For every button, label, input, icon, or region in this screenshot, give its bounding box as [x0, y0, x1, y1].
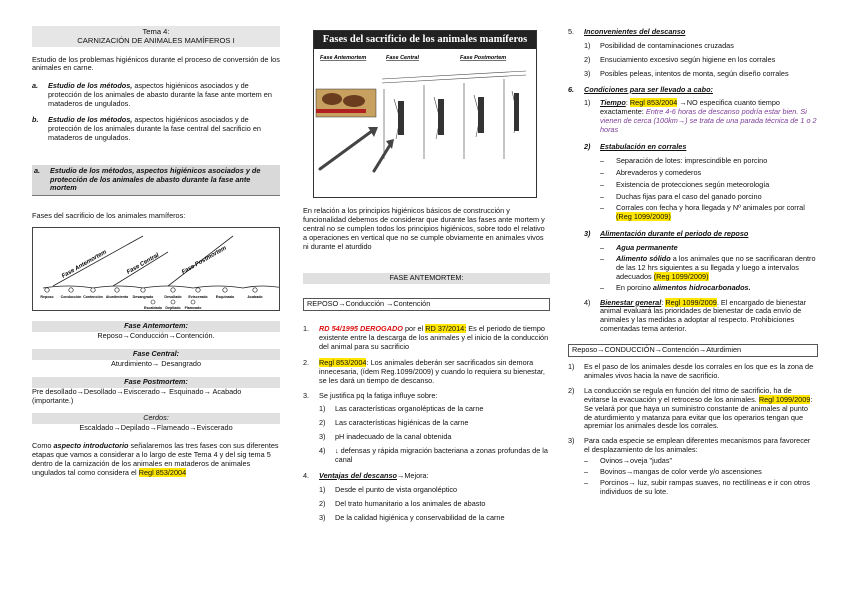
fatiga-subitem: 3) pH inadecuado de la canal obtenida: [319, 432, 452, 442]
estabulacion-item: – Existencia de protecciones según meteorología: [600, 179, 770, 189]
antemortem-item-1: 1. RD 54/1995 DEROGADO por el RD 37/2014: Es el periodo de tiempo existente entre la descarga de los animales y el inicio de la conducción del animal para su sacrificio: [303, 324, 549, 352]
inconveniente-item: 3) Posibles peleas, intentos de monta, según diseño corrales: [584, 68, 789, 78]
intro-aspect-paragraph: Como aspecto introductorio señalaremos las tres fases con sus diferentes etapas que vamos a considerar a lo largo de este Tema 4 y del sig tema 5 dentro de la carnización de los animales en mataderos de animales ungulados tal como considera el Regl 853/2004: [32, 441, 279, 477]
alimentacion-item: – Alimento sólido a los animales que no se sacrificaran dentro de las 12 hrs siguientes a su llegada y luego a intervalos adecuados (Reg 1099/2009): [600, 254, 816, 281]
diagram-leaf-label: Acabado: [247, 295, 263, 300]
diagram-subleaf-node: [171, 300, 175, 304]
diagram-leaf-node: [45, 288, 49, 292]
phases-diagram: [32, 227, 280, 311]
section-6: 6. Condiciones para ser llevado a cabo:: [568, 84, 713, 94]
diagram-subleaf-label: Escaldado: [144, 306, 162, 311]
phases-figure: [313, 30, 537, 198]
ventajas-subitem: 1) Desde el punto de vista organoléptico: [319, 484, 458, 494]
condicion-tiempo: 1) Tiempo: Regl 853/2004 →NO especifica cuanto tiempo exactamente: Entre 4-6 horas de descanso podría estar bien. Si vienen de cerca (100km→) se trata de una parada técnica de 1 o 2 horas: [584, 98, 817, 135]
diagram-subleaf-node: [191, 300, 195, 304]
diagram-leaf-label: Desangrado: [132, 295, 154, 300]
column-2: [303, 0, 550, 522]
fase-antemortem-bar: FASE ANTEMORTEM:: [303, 273, 550, 284]
page-title: CARNIZACIÓN DE ANIMALES MAMÍFEROS I: [77, 36, 235, 46]
column-3: [568, 0, 818, 497]
diagram-leaf-node: [223, 288, 227, 292]
conduccion-item-1: 1) Es el paso de los animales desde los corrales en los que es la zona de animales vivos hacia la nave de sacrificio.: [568, 362, 814, 380]
principles-paragraph: En relación a los principios higiénicos básicos de construcción y funcionalidad debemos de considerar que durante las fases ante mortem y central no se cumplen todos los principios higiénicos, sobre todo el relativo a operaciones en vertical que no se cumple obviamente en animales vivos ni durante el aturdido: [303, 206, 545, 251]
fases-title: Fases del sacrificio de los animales mamíferos:: [32, 211, 186, 221]
conduccion-item-2: 2) La conducción se regula en función del ritmo de sacrificio, ha de evitarse la evacuación y el retroceso de los animales. Regl 1099/2009: Se velará por que haya un suministro constante de animales al punto de aturdimiento y matanza para evitar que los operarios tengan que apremiar los animales desde los corrales.: [568, 385, 813, 431]
column-1: [32, 0, 280, 478]
estabulacion-item: – Abrevaderos y comederos: [600, 167, 702, 177]
figure-illustration: [314, 49, 536, 179]
estabulacion-sublist: [600, 157, 818, 222]
boxed-item-a: a. Estudio de los métodos, aspectos higiénicos asociados y de protección de los animales de abasto durante la fase ante mortem: [32, 165, 280, 197]
diagram-leaf-label: Aturdimiento: [105, 295, 129, 300]
alimentacion-sublist: [600, 244, 818, 292]
tema-label: Tema 4:: [142, 27, 170, 36]
estabulacion-item: – Corrales con fecha y hora llegada y Nº animales por corral (Reg 1099/2009): [600, 203, 805, 222]
central-text: Aturdimiento→ Desangrado: [110, 358, 202, 368]
diagram-leaf-label: Desollado: [164, 295, 182, 300]
mecanismo-item: – Bovinos→mangas de color verde y/o ascensiones: [584, 466, 762, 476]
diagram-leaves: [40, 288, 263, 310]
conduccion-item-3: 3) Para cada especie se emplean diferentes mecanismos para favorecer el desplazamiento de los animales:: [568, 436, 811, 455]
mecanismos-sublist: [584, 457, 818, 497]
diagram-leaf-node: [115, 288, 119, 292]
diagram-leaf-node: [141, 288, 145, 292]
cerdos-text: Escaldado→Depilado→Flameado→Eviscerado: [79, 423, 233, 433]
diagram-branch-antemortem: Fase Antemortem: [61, 249, 108, 280]
diagram-leaf-node: [171, 288, 175, 292]
antemortem-item-2: 2. Regl 853/2004: Los animales deberán ser sacrificados sin demora innecesaria, (ídem Reg.1099/2009) y cuando lo requiera su bienestar, se les dará un tiempo de descanso.: [303, 357, 545, 385]
postmortem-text: Pre desollado→Desollado→Eviscerado→ Esquinado→ Acabado (importante.): [32, 386, 242, 405]
ventajas-subitem: 3) De la calidad higiénica y conservabilidad de la carne: [319, 512, 505, 522]
diagram-branch-postmortem: Fase Postmortem: [181, 245, 228, 276]
fig-label-central: Fase Central: [386, 55, 420, 62]
item-a: a. Estudio de los métodos, aspectos higiénicos asociados y de protección de los animales de abasto durante la fase ante mortem en mataderos de ungulados.: [32, 81, 272, 109]
diagram-leaf-label: Eviscerado: [188, 295, 208, 300]
condicion-alimentacion: 3) Alimentación durante el periodo de reposo: [584, 229, 749, 239]
fig-label-postmortem: Fase Postmortem: [460, 55, 507, 62]
reposo-flow-line: REPOSO→Conducción →Contención: [303, 298, 550, 311]
diagram-leaf-label: Esquinado: [215, 295, 235, 300]
antemortem-item-4: 4. Ventajas del descanso→Mejora:: [303, 470, 429, 480]
diagram-leaf-node: [69, 288, 73, 292]
cerdos-heading: Cerdos:: [32, 413, 280, 424]
fatiga-subitem: 1) Las características organolépticas de la carne: [319, 404, 484, 414]
estabulacion-item: – Duchas fijas para el caso del ganado porcino: [600, 191, 762, 201]
ventajas-sublist: [319, 486, 550, 523]
mecanismo-item: – Porcinos→ luz, subir rampas suaves, no rectilíneas e ir con otros individuos de su lote.: [584, 477, 811, 496]
mecanismo-item: – Ovinos→oveja "judas": [584, 456, 673, 466]
title-box: [32, 26, 280, 47]
postmortem-heading: Fase Postmortem:: [32, 377, 280, 388]
diagram-subleaf-node: [151, 300, 155, 304]
fatiga-sublist: [319, 405, 550, 464]
item-b: b. Estudio de los métodos, aspectos higiénicos asociados y de protección de los animales durante la fase central del sacrificio en mataderos de ungulados.: [32, 114, 261, 142]
intro-paragraph: Estudio de los problemas higiénicos durante el proceso de conversión de los animales en carne.: [32, 54, 280, 73]
fatiga-subitem: 4) ↓ defensas y rápida migración bacteriana a zonas profundas de la canal: [319, 446, 548, 465]
diagram-leaf-node: [196, 288, 200, 292]
diagram-leaf-label: Conducción: [60, 295, 82, 300]
section-5: 5. Inconvenientes del descanso: [568, 27, 686, 36]
antemortem-item-3: 3. Se justifica pq la fatiga influye sobre:: [303, 390, 438, 400]
inconvenientes-sublist: [584, 42, 818, 79]
inconveniente-item: 1) Posibilidad de contaminaciones cruzadas: [584, 40, 734, 50]
alimentacion-item: – Agua permanente: [600, 243, 678, 253]
estabulacion-item: – Separación de lotes: imprescindible en porcino: [600, 155, 768, 165]
diagram-leaf-label: Contención: [83, 295, 103, 300]
inconveniente-item: 2) Ensuciamiento excesivo según higiene en los corrales: [584, 54, 776, 64]
diagram-leaf-node: [253, 288, 257, 292]
condiciones-list: [584, 99, 818, 334]
diagram-branch-central: Fase Central: [126, 252, 161, 276]
antemortem-text: Reposo→Conducción→Contención.: [97, 331, 215, 341]
fig-label-antemortem: Fase Antemortem: [320, 55, 367, 62]
ventajas-subitem: 2) Del trato humanitario a los animales de abasto: [319, 498, 486, 508]
conduccion-flow-line: Reposo→CONDUCCIÓN→Contención→Aturdimien: [568, 344, 818, 357]
fatiga-subitem: 2) Las características higiénicas de la carne: [319, 418, 469, 428]
figure-title: Fases del sacrificio de los animales mamíferos: [314, 31, 536, 49]
antemortem-heading: Fase Antemortem:: [32, 321, 280, 332]
alimentacion-item: – En porcino alimentos hidrocarbonados.: [600, 282, 751, 292]
condicion-bienestar: 4) Bienestar general: Regl 1099/2009. El encargado de bienestar animal evaluará las prioridades de bienestar de cada envío de animales y las medidas a adoptar al respecto. Prohibiciones comentadas tema anterior.: [584, 297, 807, 334]
diagram-subleaf-label: Depilado: [165, 306, 181, 311]
diagram-leaf-label: Reposo: [40, 295, 54, 300]
condicion-estabulacion: 2) Estabulación en corrales: [584, 142, 687, 152]
phases-tree-svg: [33, 228, 279, 310]
diagram-subleaf-label: Flameado: [184, 306, 202, 311]
diagram-leaf-node: [91, 288, 95, 292]
central-heading: Fase Central:: [32, 349, 280, 360]
